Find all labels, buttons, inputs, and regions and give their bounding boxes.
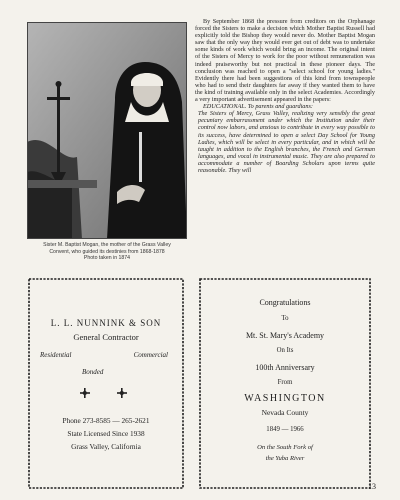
- nun-photograph: [27, 22, 187, 239]
- service-commercial: Commercial: [133, 351, 168, 359]
- yuba-river-line: the Yuba River: [265, 455, 305, 462]
- article-column: [195, 18, 375, 174]
- fleuron-icon: [117, 388, 127, 398]
- anniversary-line: 100th Anniversary: [255, 363, 315, 372]
- company-name: L. L. NUNNINK & SON: [50, 318, 162, 328]
- city-line: Grass Valley, California: [71, 442, 141, 451]
- phone-numbers: Phone 273-8585 — 265-2621: [62, 416, 150, 425]
- article-paragraph: By September 1868 the pressure from creditors on the Orphanage forced the Sisters to make a decision which Mother Baptist Russell had explicitly told the Bishop they would never do. Mother Baptist Mogan saw that the only way they would ever get out of debt was to undertake some kinds of work which would bring an income. The original intent of the Sisters of Mercy to work for the poor without remuneration was indeed praiseworthy but not practical in these pioneer days. The conclusion was reached to open a "select school for young ladies." Evidently there had been suggestions of this kind from townspeople who had to send their daughters far away if they wanted them to have the kind of training available only in the select Academies. Accordingly a very important advertisement appeared in the papers:: [195, 18, 375, 104]
- nunnink-advertisement: [26, 276, 186, 491]
- from-line: From: [277, 379, 293, 386]
- on-its-line: On Its: [276, 347, 294, 354]
- page-number: 13: [368, 482, 376, 491]
- south-fork-line: On the South Fork of: [257, 444, 313, 451]
- service-residential: Residential: [40, 351, 72, 359]
- academy-line: Mt. St. Mary's Academy: [245, 331, 325, 340]
- caption-line: Convent, who guided its destinies from 1868-1878: [49, 248, 165, 255]
- editorial-body: The Sisters of Mercy, Grass Valley, realizing very sensibly the great pecuniary embarrassment under which the Institution under their control now labors, and anxious to contribute in every way possible to its success, have determined to open a select Day School for Young Ladies, which will be select in every particular, and in which will be taught in addition to the English branches, the French and German languages, and vocal in instrumental music. They are also prepared to accommodate a number of Boarding Scholars upon terms quite reasonable. They will: [198, 110, 375, 174]
- ornament-icons: [78, 386, 134, 400]
- editorial-heading: EDUCATIONAL. To parents and guardians:: [203, 103, 313, 111]
- photo-illustration: [27, 22, 187, 239]
- license-line: State Licensed Since 1938: [67, 429, 145, 438]
- company-title: General Contractor: [73, 332, 139, 342]
- years-line: 1849 — 1966: [266, 426, 304, 433]
- congratulations-line: Congratulations: [259, 298, 311, 307]
- washington-line: WASHINGTON: [244, 393, 326, 404]
- photo-caption: [27, 242, 187, 262]
- caption-line: Sister M. Baptist Mogan, the mother of the Grass Valley: [43, 242, 171, 248]
- washington-advertisement: [197, 276, 373, 491]
- service-bonded: Bonded: [82, 368, 104, 376]
- county-line: Nevada County: [261, 408, 309, 417]
- to-line: To: [281, 315, 289, 322]
- fleuron-icon: [80, 388, 90, 398]
- caption-line: Photo taken in 1874: [83, 255, 131, 262]
